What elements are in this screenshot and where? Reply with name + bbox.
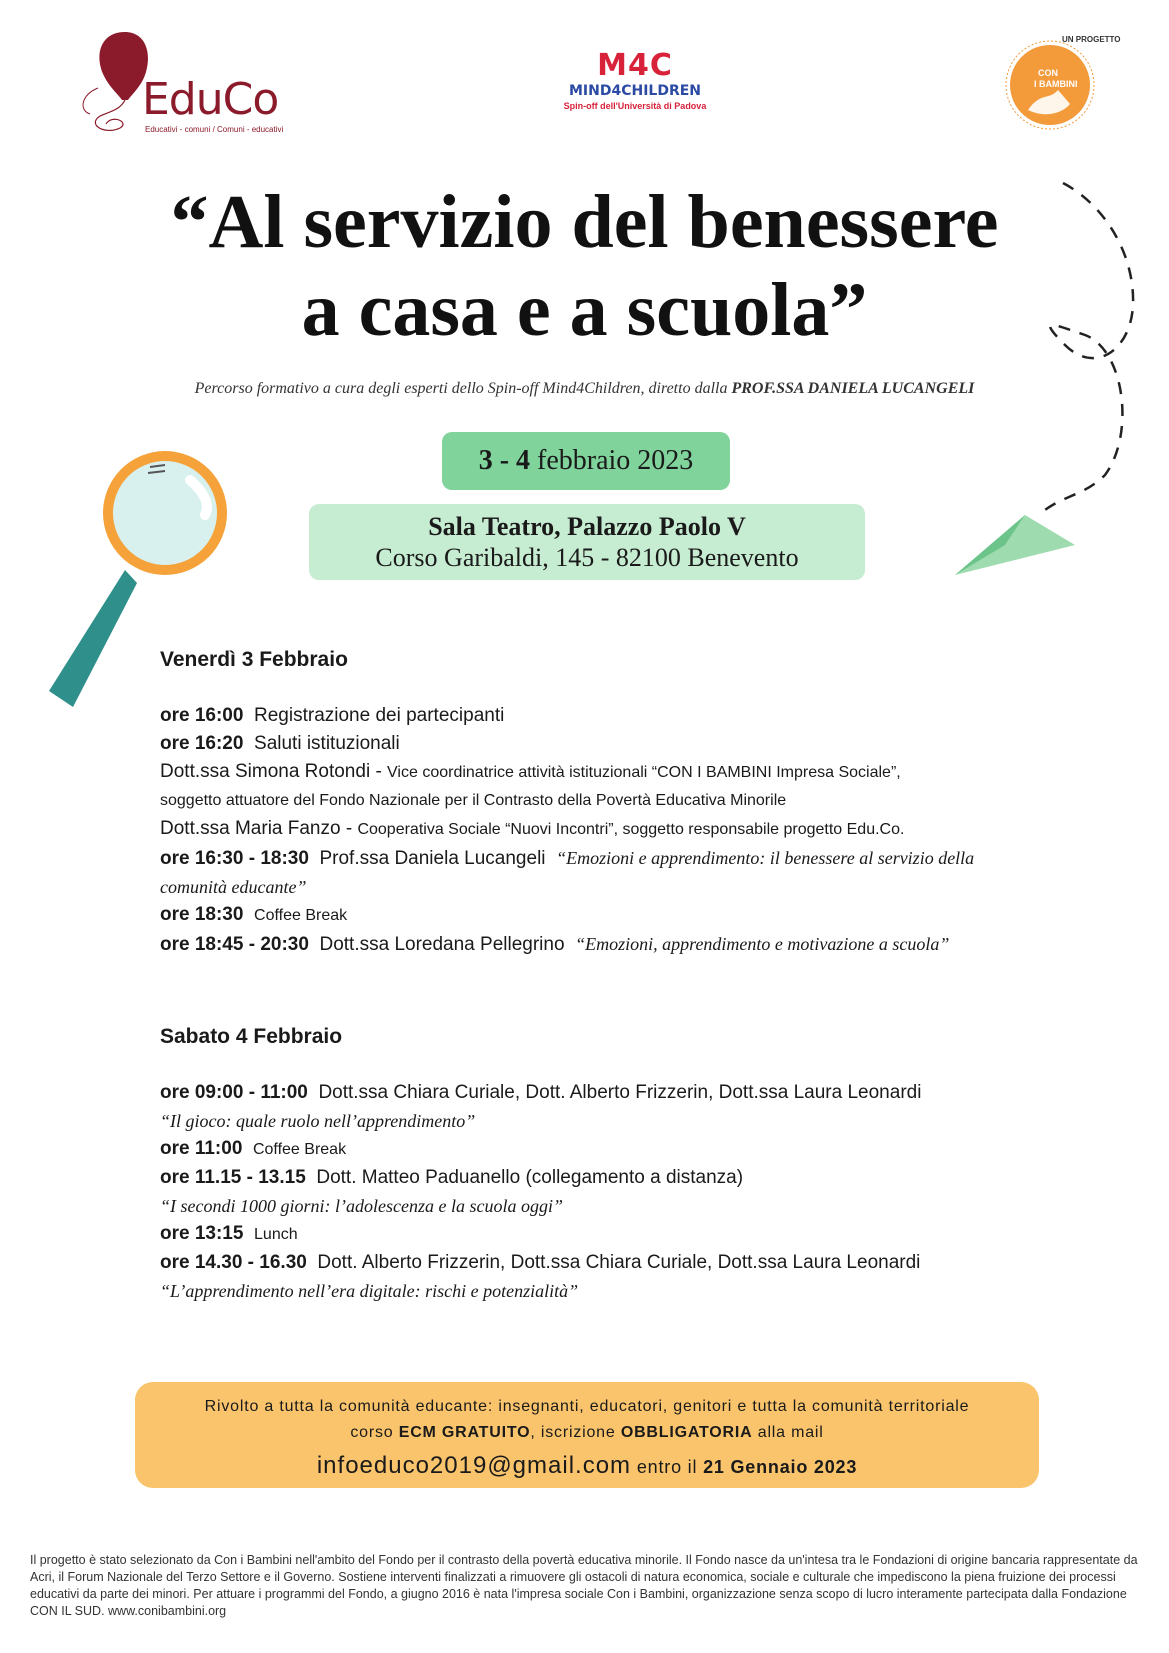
item-text: Registrazione dei partecipanti [254,705,505,726]
item-time: ore 18:45 - 20:30 [160,934,309,955]
item-time: ore 09:00 - 11:00 [160,1082,308,1103]
program-item [160,730,1060,758]
item-time: ore 18:30 [160,904,244,925]
program-item [160,758,1060,787]
program-item [160,1164,1060,1192]
mandatory-label: OBBLIGATORIA [620,1424,753,1441]
date-days: 3 - 4 [478,445,531,476]
deadline-prefix: entro il [631,1457,704,1477]
item-speaker: Dott.ssa Chiara Curiale, Dott. Alberto Frizzerin, Dott.ssa Laura Leonardi [318,1082,922,1103]
item-speaker: Dott.ssa Simona Rotondi - [160,761,388,782]
venue-name: Sala Teatro, Palazzo Paolo V [428,512,746,541]
item-text: Lunch [254,1226,298,1243]
item-talk: “Il gioco: quale ruolo nell’apprendimento” [160,1111,476,1131]
program [160,648,1060,1305]
item-time: ore 11:00 [160,1138,243,1159]
item-speaker: Prof.ssa Daniela Lucangeli [319,848,546,869]
program-item [160,930,1060,959]
date-month: febbraio 2023 [530,445,694,476]
audience-text: Rivolto a tutta la comunità educante: insegnanti, educatori, genitori e tutta la comunità territoriale [204,1398,970,1415]
program-item-continued: comunità educante” [160,877,307,897]
course-info [135,1420,1039,1446]
item-talk: “Emozioni e apprendimento: il benessere al servizio della [556,848,975,868]
item-text: Saluti istituzionali [254,733,400,754]
item-time: ore 16:20 [160,733,244,754]
item-speaker: Dott.ssa Maria Fanzo - [160,818,358,839]
educo-logo [70,28,300,138]
program-item [160,844,1060,873]
program-item [160,1135,1060,1164]
item-talk: “Emozioni, apprendimento e motivazione a scuola” [575,934,950,954]
item-talk: “L’apprendimento nell’era digitale: rischi e potenzialità” [160,1281,579,1301]
item-text: Coffee Break [252,1141,347,1158]
email-link[interactable]: infoeduco2019@gmail.com [316,1452,632,1479]
item-time: ore 11.15 - 13.15 [160,1167,306,1188]
program-item [160,815,1060,844]
m4c-wordmark: M4C [597,48,673,83]
item-speaker: Dott.ssa Loredana Pellegrino [319,934,565,955]
item-role: Cooperativa Sociale “Nuovi Incontri”, soggetto responsabile progetto Edu.Co. [357,821,905,838]
item-text: Coffee Break [254,907,348,924]
item-speaker: Dott. Alberto Frizzerin, Dott.ssa Chiara Curiale, Dott.ssa Laura Leonardi [317,1252,921,1273]
email-line [135,1446,1039,1489]
item-speaker: Dott. Matteo Paduanello (collegamento a distanza) [316,1167,744,1188]
item-time: ore 13:15 [160,1223,244,1244]
program-item [160,901,1060,930]
program-item-continued: soggetto attuatore del Fondo Nazionale per il Contrasto della Povertà Educativa Minorile [160,792,787,809]
m4c-subtitle: Spin-off dell'Università di Padova [563,101,707,111]
title-line-2: a casa e a scuola” [301,268,868,352]
venue-box [309,504,865,580]
item-time: ore 14.30 - 16.30 [160,1252,307,1273]
m4c-name: MIND4CHILDREN [568,83,702,99]
program-item [160,1220,1060,1249]
item-role: Vice coordinatrice attività istituzionali “CON I BAMBINI Impresa Sociale”, [387,764,901,781]
program-item [160,1079,1060,1107]
venue-address: Corso Garibaldi, 145 - 82100 Benevento [375,543,799,572]
item-time: ore 16:00 [160,705,244,726]
subtitle [0,380,1169,398]
program-item [160,702,1060,730]
mind4children-logo [535,50,735,140]
subtitle-text: Percorso formativo a cura degli esperti dello Spin-off Mind4Children, diretto dalla [194,380,732,397]
date-box [442,432,730,490]
coni-top-text: UN PROGETTO [1062,35,1121,44]
course-text: corso [350,1424,399,1441]
deadline-date: 21 Gennaio 2023 [703,1457,858,1477]
educo-wordmark: EduCo [142,74,279,125]
item-time: ore 16:30 - 18:30 [160,848,309,869]
con-i-bambini-emblem-icon [1000,30,1121,130]
program-item [160,1249,1060,1277]
item-talk: “I secondi 1000 giorni: l’adolescenza e la scuola oggi” [160,1196,563,1216]
educo-tagline: Educativi - comuni / Comuni - educativi [145,125,284,134]
coni-line2: I BAMBINI [1034,79,1078,89]
ecm-label: ECM GRATUITO [398,1424,531,1441]
course-text: , iscrizione [530,1424,621,1441]
course-text: alla mail [752,1424,824,1441]
footer-note: Il progetto è stato selezionato da Con i Bambini nell'ambito del Fondo per il contrasto della povertà educativa minorile. Il Fondo nasce da un'intesa tra le Fondazioni di origine bancaria rappresentate da Acri, il Forum Nazionale del Terzo Settore e il Governo. Sostiene interventi finalizzati a rimuovere gli ostacoli di natura economica, sociale e culturale che impediscono la piena fruizione dei processi educativi da parte dei minori. Per attuare i programmi del Fondo, a giugno 2016 è nata l'impresa sociale Con i Bambini, organizzazione senza scopo di lucro interamente partecipata dalla Fondazione CON IL SUD. www.conibambini.org [30,1553,1138,1618]
coni-line1: CON [1038,68,1058,78]
day-heading-friday: Venerdì 3 Febbraio [160,648,348,671]
con-i-bambini-logo [1000,30,1121,130]
day-heading-saturday: Sabato 4 Febbraio [160,1025,343,1048]
title-line-1: “Al servizio del benessere [170,180,999,264]
registration-info-box [135,1382,1039,1488]
subtitle-director: PROF.SSA DANIELA LUCANGELI [731,380,975,397]
